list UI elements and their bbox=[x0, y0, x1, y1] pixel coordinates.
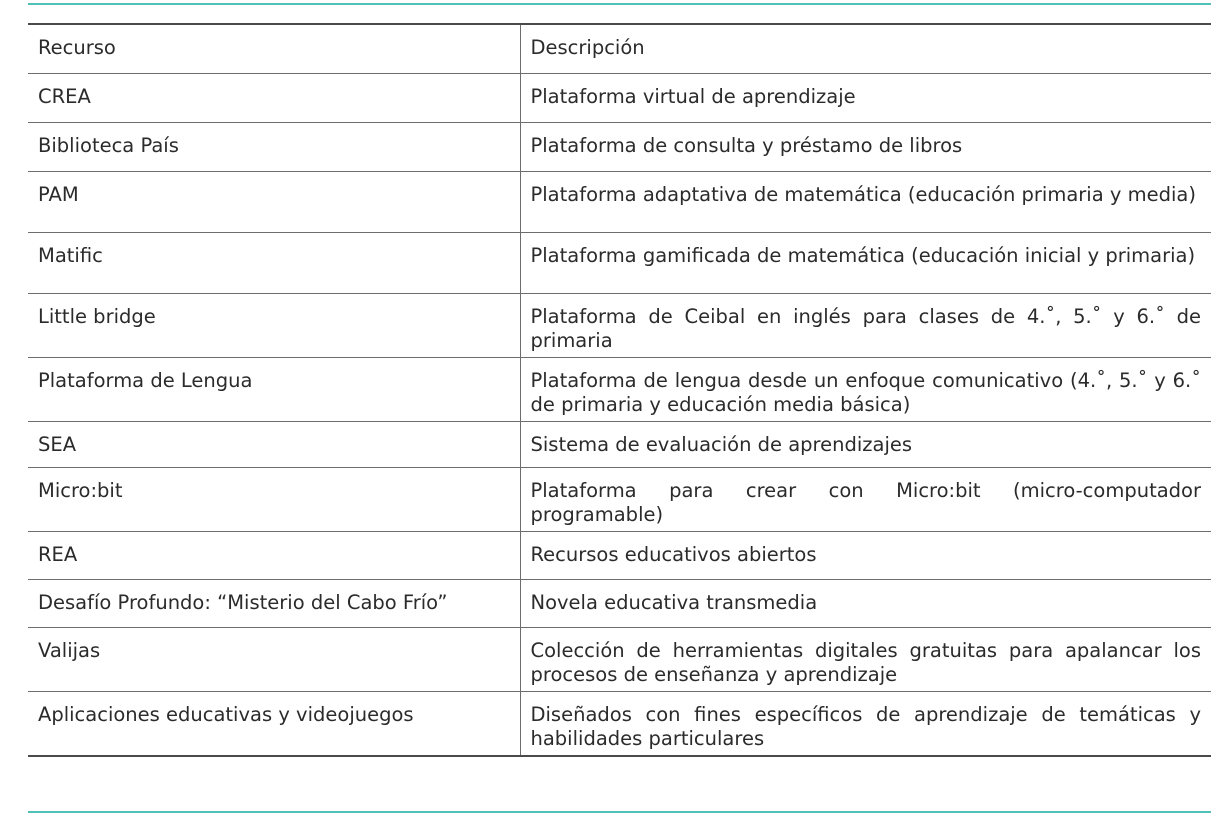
description-cell: Plataforma virtual de aprendizaje bbox=[520, 74, 1211, 123]
resource-cell: REA bbox=[28, 532, 520, 580]
description-cell: Sistema de evaluación de aprendizajes bbox=[520, 422, 1211, 468]
resource-cell: Biblioteca País bbox=[28, 123, 520, 172]
table-row bbox=[28, 422, 1211, 468]
table-header-row bbox=[28, 24, 1211, 74]
description-cell: Plataforma adaptativa de matemática (educación primaria y media) bbox=[520, 172, 1211, 233]
table-row bbox=[28, 628, 1211, 692]
table-row bbox=[28, 294, 1211, 358]
table-row bbox=[28, 692, 1211, 757]
table-row bbox=[28, 172, 1211, 233]
table-row bbox=[28, 74, 1211, 123]
resource-cell: Little bridge bbox=[28, 294, 520, 358]
description-cell: Recursos educativos abiertos bbox=[520, 532, 1211, 580]
resource-cell: Micro:bit bbox=[28, 468, 520, 532]
description-cell: Plataforma para crear con Micro:bit (micro-computador programable) bbox=[520, 468, 1211, 532]
description-cell: Colección de herramientas digitales gratuitas para apalancar los procesos de enseñanza y aprendizaje bbox=[520, 628, 1211, 692]
description-cell: Diseñados con fines específicos de aprendizaje de temáticas y habilidades particulares bbox=[520, 692, 1211, 757]
header-description: Descripción bbox=[520, 24, 1211, 74]
table-row bbox=[28, 580, 1211, 628]
table-row bbox=[28, 233, 1211, 294]
description-cell: Plataforma gamificada de matemática (educación inicial y primaria) bbox=[520, 233, 1211, 294]
table-row bbox=[28, 532, 1211, 580]
header-resource: Recurso bbox=[28, 24, 520, 74]
resource-cell: PAM bbox=[28, 172, 520, 233]
bottom-accent-rule bbox=[28, 811, 1211, 813]
resource-cell: Plataforma de Lengua bbox=[28, 358, 520, 422]
resource-cell: SEA bbox=[28, 422, 520, 468]
table-row bbox=[28, 468, 1211, 532]
resource-cell: CREA bbox=[28, 74, 520, 123]
resource-cell: Valijas bbox=[28, 628, 520, 692]
resource-cell: Matific bbox=[28, 233, 520, 294]
description-cell: Plataforma de lengua desde un enfoque comunicativo (4.˚, 5.˚ y 6.˚ de primaria y educación media básica) bbox=[520, 358, 1211, 422]
description-cell: Plataforma de Ceibal en inglés para clases de 4.˚, 5.˚ y 6.˚ de primaria bbox=[520, 294, 1211, 358]
resource-cell: Aplicaciones educativas y videojuegos bbox=[28, 692, 520, 757]
table-row bbox=[28, 123, 1211, 172]
table-row bbox=[28, 358, 1211, 422]
description-cell: Plataforma de consulta y préstamo de libros bbox=[520, 123, 1211, 172]
resources-table bbox=[28, 23, 1211, 757]
top-accent-rule bbox=[28, 3, 1211, 5]
resource-cell: Desafío Profundo: “Misterio del Cabo Frío” bbox=[28, 580, 520, 628]
description-cell: Novela educativa transmedia bbox=[520, 580, 1211, 628]
